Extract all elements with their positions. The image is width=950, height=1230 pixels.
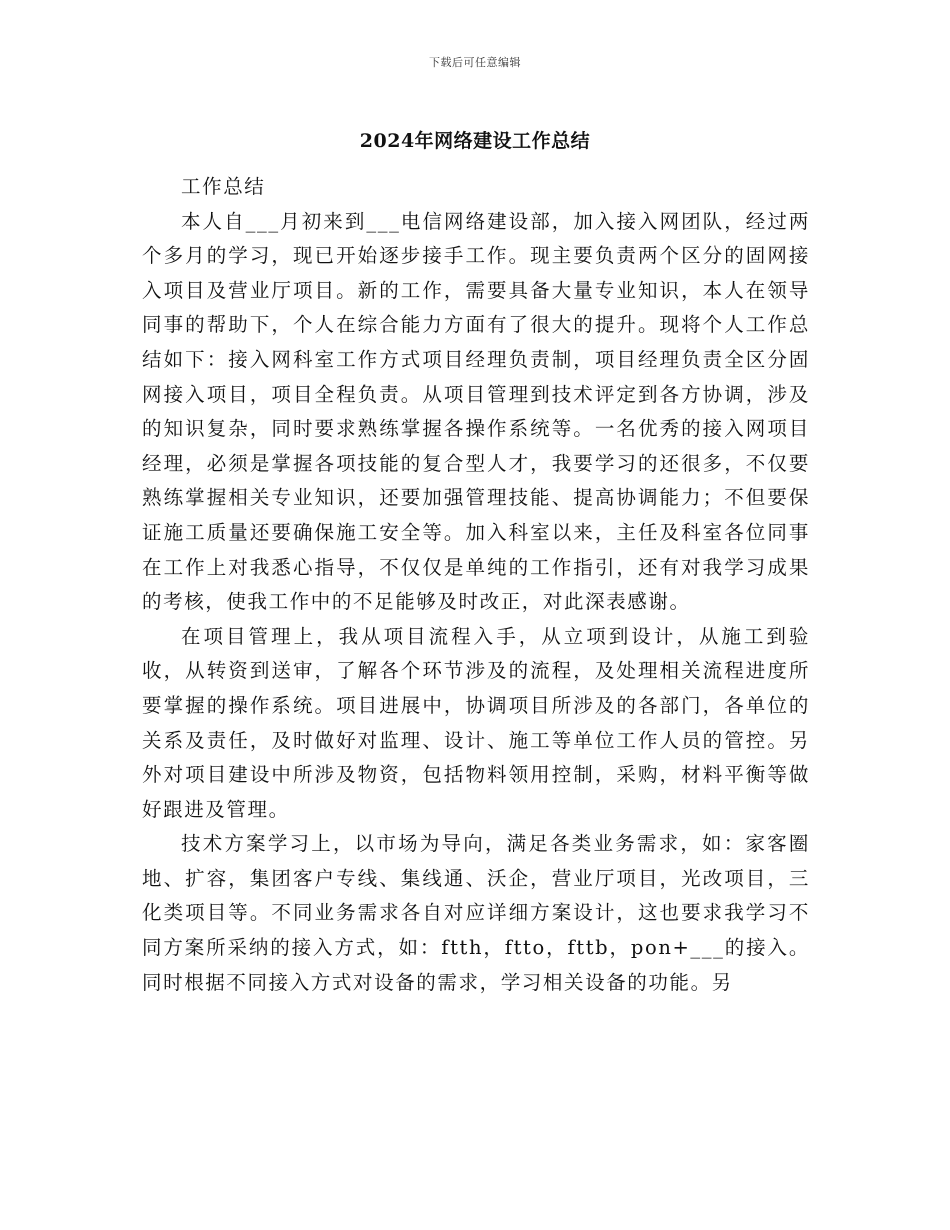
paragraph-intro: 本人自___月初来到___电信网络建设部，加入接入网团队，经过两个多月的学习，现已开始逐步接手工作。现主要负责两个区分的固网接入项目及营业厅项目。新的工作，需要具备大量专业知识，本人在领导同事的帮助下，个人在综合能力方面有了很大的提升。现将个人工作总结如下：接入网科室工作方式项目经理负责制，项目经理负责全区分固网接入项目，项目全程负责。从项目管理到技术评定到各方协调，涉及的知识复杂，同时要求熟练掌握各操作系统等。一名优秀的接入网项目经理，必须是掌握各项技能的复合型人才，我要学习的还很多，不仅要熟练掌握相关专业知识，还要加强管理技能、提高协调能力；不但要保证施工质量还要确保施工安全等。加入科室以来，主任及科室各位同事在工作上对我悉心指导，不仅仅是单纯的工作指引，还有对我学习成果的考核，使我工作中的不足能够及时改正，对此深表感谢。 [142, 209, 810, 614]
header-note: 下载后可任意编辑 [429, 56, 521, 69]
document-title: 2024年网络建设工作总结 [359, 130, 591, 152]
paragraph-project-management: 在项目管理上，我从项目流程入手，从立项到设计，从施工到验收，从转资到送审，了解各个环节涉及的流程，及处理相关流程进度所要掌握的操作系统。项目进展中，协调项目所涉及的各部门，各单位的关系及责任，及时做好对监理、设计、施工等单位工作人员的管控。另外对项目建设中所涉及物资，包括物料领用控制，采购，材料平衡等做好跟进及管理。 [142, 624, 810, 821]
document-body [142, 170, 810, 1000]
paragraph-heading: 工作总结 [181, 175, 266, 198]
paragraph-technical-solutions: 技术方案学习上，以市场为导向，满足各类业务需求，如：家客圈地、扩容，集团客户专线、集线通、沃企，营业厅项目，光改项目，三化类项目等。不同业务需求各自对应详细方案设计，这也要求我学习不同方案所采纳的接入方式，如：ftth，ftto，fttb，pon+___的接入。同时根据不同接入方式对设备的需求，学习相关设备的功能。另 [142, 832, 810, 994]
